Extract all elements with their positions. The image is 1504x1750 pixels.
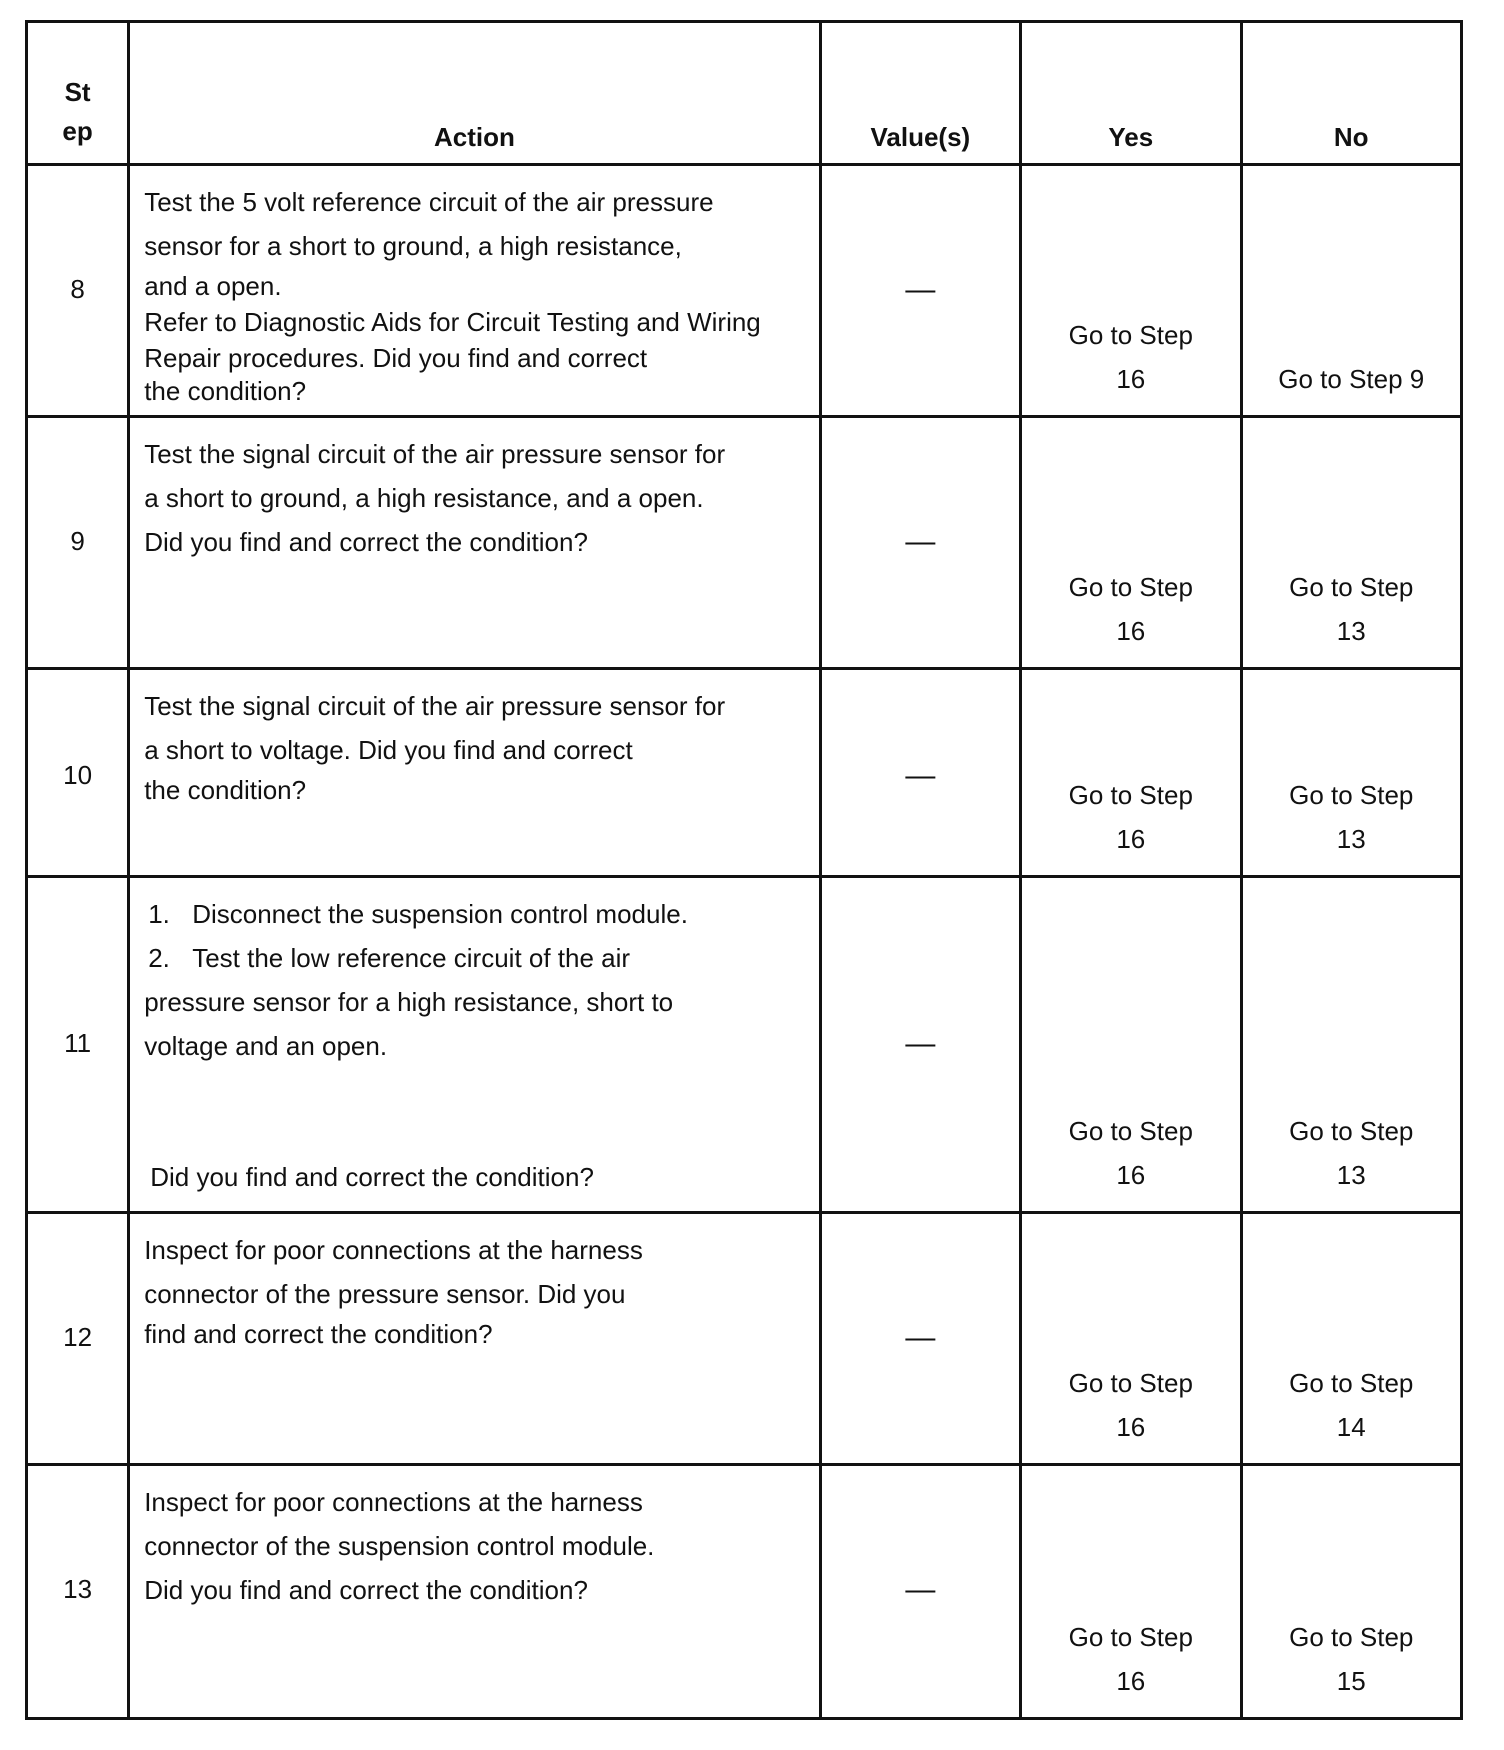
step-header-line-1: St [64, 77, 91, 107]
yes-line: 16 [1116, 1160, 1146, 1190]
action-line: find and correct the condition? [144, 1319, 493, 1349]
value-cell: — [820, 165, 1020, 417]
no-line: Go to Step [1289, 572, 1414, 602]
action-header: Action [129, 22, 820, 165]
yes-line: Go to Step [1068, 320, 1193, 350]
action-line: Test the signal circuit of the air pressure sensor for [144, 439, 726, 469]
no-line: Go to Step [1289, 1622, 1414, 1652]
yes-line: Go to Step [1068, 572, 1193, 602]
action-line: Test the 5 volt reference circuit of the air pressure [144, 187, 714, 217]
step-header-line-2: ep [62, 116, 93, 146]
action-line: voltage and an open. [144, 1031, 388, 1061]
action-line: Inspect for poor connections at the harness [144, 1235, 643, 1265]
no-line: 13 [1336, 1160, 1366, 1190]
action-question: Did you find and correct the condition? [150, 1162, 594, 1192]
action-cell [129, 669, 820, 877]
action-cell [129, 1465, 820, 1719]
no-cell [1241, 669, 1462, 877]
value-cell: — [820, 1213, 1020, 1465]
yes-line: Go to Step [1068, 1116, 1193, 1146]
yes-header: Yes [1021, 22, 1241, 165]
value-cell: — [820, 417, 1020, 669]
action-line: the condition? [144, 376, 307, 406]
action-list-item-2: 2. Test the low reference circuit of the air [148, 943, 631, 973]
action-line: connector of the suspension control module. [144, 1531, 655, 1561]
value-cell: — [820, 877, 1020, 1213]
no-cell [1241, 1213, 1462, 1465]
yes-line: Go to Step [1068, 1622, 1193, 1652]
action-line: a short to ground, a high resistance, and a open. [144, 483, 704, 513]
no-cell [1241, 877, 1462, 1213]
yes-line: 16 [1116, 364, 1146, 394]
values-header: Value(s) [820, 22, 1020, 165]
diagnostic-table [25, 20, 1463, 1720]
action-line: Test the signal circuit of the air pressure sensor for [144, 691, 726, 721]
value-cell: — [820, 1465, 1020, 1719]
yes-cell [1021, 165, 1241, 417]
action-cell [129, 165, 820, 417]
no-line: 13 [1336, 824, 1366, 854]
yes-line: Go to Step [1068, 1368, 1193, 1398]
no-line: 14 [1336, 1412, 1366, 1442]
action-line: Inspect for poor connections at the harness [144, 1487, 643, 1517]
action-line: the condition? [144, 775, 307, 805]
no-cell [1241, 165, 1462, 417]
no-header: No [1241, 22, 1462, 165]
action-cell [129, 1213, 820, 1465]
action-list-item-1: 1. Disconnect the suspension control module. [148, 899, 688, 929]
no-line: Go to Step [1289, 1116, 1414, 1146]
no-line: 13 [1336, 616, 1366, 646]
no-cell [1241, 417, 1462, 669]
action-line: Repair procedures. Did you find and correct [144, 343, 648, 373]
step-cell: 13 [27, 1465, 129, 1719]
table-row-step-11 [27, 877, 1462, 1213]
no-line: Go to Step 9 [1278, 364, 1425, 394]
yes-cell [1021, 1213, 1241, 1465]
action-line: pressure sensor for a high resistance, short to [144, 987, 674, 1017]
action-line: a short to voltage. Did you find and correct [144, 735, 633, 765]
no-line: 15 [1336, 1666, 1366, 1696]
yes-cell [1021, 669, 1241, 877]
table-row-step-13 [27, 1465, 1462, 1719]
action-line: Did you find and correct the condition? [144, 1575, 588, 1605]
step-cell: 8 [27, 165, 129, 417]
action-line: Refer to Diagnostic Aids for Circuit Testing and Wiring [144, 307, 761, 337]
no-line: Go to Step [1289, 780, 1414, 810]
yes-line: 16 [1116, 1666, 1146, 1696]
step-cell: 12 [27, 1213, 129, 1465]
yes-line: Go to Step [1068, 780, 1193, 810]
table-row-step-8 [27, 165, 1462, 417]
action-line: and a open. [144, 271, 282, 301]
action-line: Did you find and correct the condition? [144, 527, 588, 557]
yes-cell [1021, 417, 1241, 669]
no-cell [1241, 1465, 1462, 1719]
step-cell: 11 [27, 877, 129, 1213]
no-line: Go to Step [1289, 1368, 1414, 1398]
yes-cell [1021, 877, 1241, 1213]
action-cell [129, 877, 820, 1213]
step-cell: 10 [27, 669, 129, 877]
action-line: sensor for a short to ground, a high resistance, [144, 231, 682, 261]
diagnostic-table-page [25, 20, 1463, 1720]
step-cell: 9 [27, 417, 129, 669]
action-line: connector of the pressure sensor. Did you [144, 1279, 626, 1309]
table-row-step-10 [27, 669, 1462, 877]
yes-line: 16 [1116, 824, 1146, 854]
step-header [27, 22, 129, 165]
header-row [27, 22, 1462, 165]
table-row-step-9 [27, 417, 1462, 669]
table-row-step-12 [27, 1213, 1462, 1465]
value-cell: — [820, 669, 1020, 877]
yes-line: 16 [1116, 616, 1146, 646]
action-cell [129, 417, 820, 669]
yes-line: 16 [1116, 1412, 1146, 1442]
yes-cell [1021, 1465, 1241, 1719]
